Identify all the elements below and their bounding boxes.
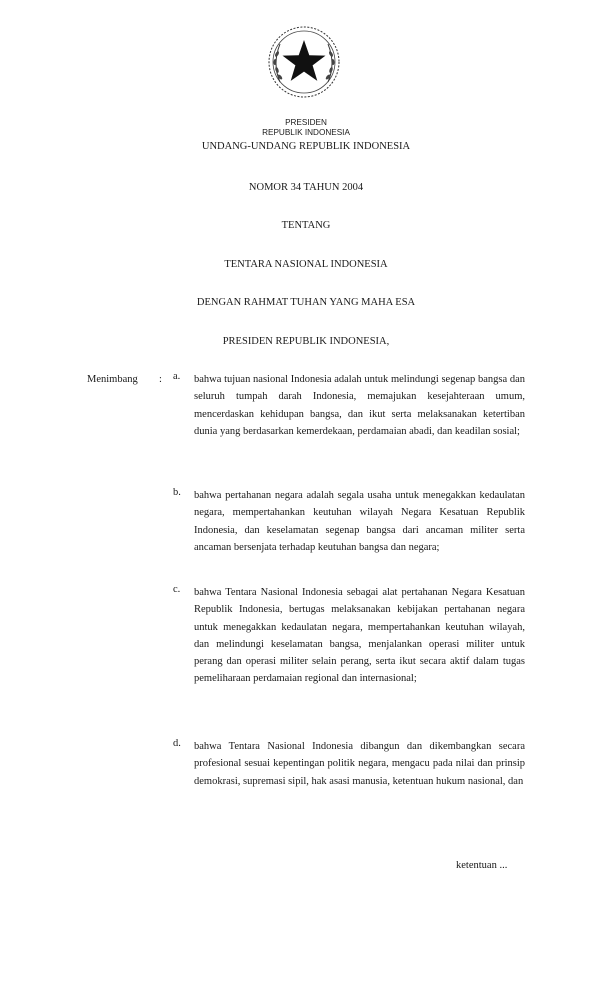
item-letter: c. [173,584,181,595]
presidential-emblem-icon [266,24,342,100]
grace-line: DENGAN RAHMAT TUHAN YANG MAHA ESA [196,297,416,308]
considering-label: Menimbang [87,374,138,385]
item-letter: a. [173,371,181,382]
letterhead-line-2: REPUBLIK INDONESIA [262,128,350,137]
law-number: NOMOR 34 TAHUN 2004 [248,182,364,193]
president-line: PRESIDEN REPUBLIK INDONESIA, [222,336,390,347]
item-letter: d. [173,738,181,749]
law-title: UNDANG-UNDANG REPUBLIK INDONESIA [201,141,411,152]
considering-colon: : [159,374,162,385]
about-heading: TENTANG [281,220,331,231]
law-subject: TENTARA NASIONAL INDONESIA [224,259,388,270]
item-letter: b. [173,487,181,498]
item-text: bahwa tujuan nasional Indonesia adalah untuk melindungi segenap bangsa dan seluruh tumpah darah Indonesia, memajukan kesejahteraan umum, mencerdaskan kehidupan bangsa, dan ikut serta melaksanakan ketertiban dunia yang berdasarkan kemerdekaan, perdamaian abadi, dan keadilan sosial; [194,374,525,437]
item-text: bahwa Tentara Nasional Indonesia sebagai alat pertahanan Negara Kesatuan Republik Indonesia, bertugas melaksanakan kebijakan pertahanan negara untuk menegakkan kedaulatan negara, mempertahankan keutuhan wilayah, dan melindungi keselamatan bangsa, menjalankan operasi militer untuk perang dan operasi militer selain perang, serta ikut secara aktif dalam tugas pemeliharaan perdamaian regional dan internasional; [194,587,525,685]
considering-item-d [173,738,525,790]
considering-item-a [173,371,525,440]
letterhead-line-1: PRESIDEN [285,118,327,127]
item-text: bahwa Tentara Nasional Indonesia dibangun dan dikembangkan secara profesional sesuai kepentingan politik negara, mengacu pada nilai dan prinsip demokrasi, supremasi sipil, hak asasi manusia, ketentuan hukum nasional, dan [194,741,525,787]
continuation-note: ketentuan ... [456,860,508,871]
considering-item-c [173,584,525,688]
item-text: bahwa pertahanan negara adalah segala usaha untuk menegakkan kedaulatan negara, mempertahankan keutuhan wilayah Negara Kesatuan Republik Indonesia, dan keselamatan segenap bangsa dari ancaman militer serta ancaman bersenjata terhadap keutuhan bangsa dan negara; [194,490,525,553]
considering-item-b [173,487,525,556]
